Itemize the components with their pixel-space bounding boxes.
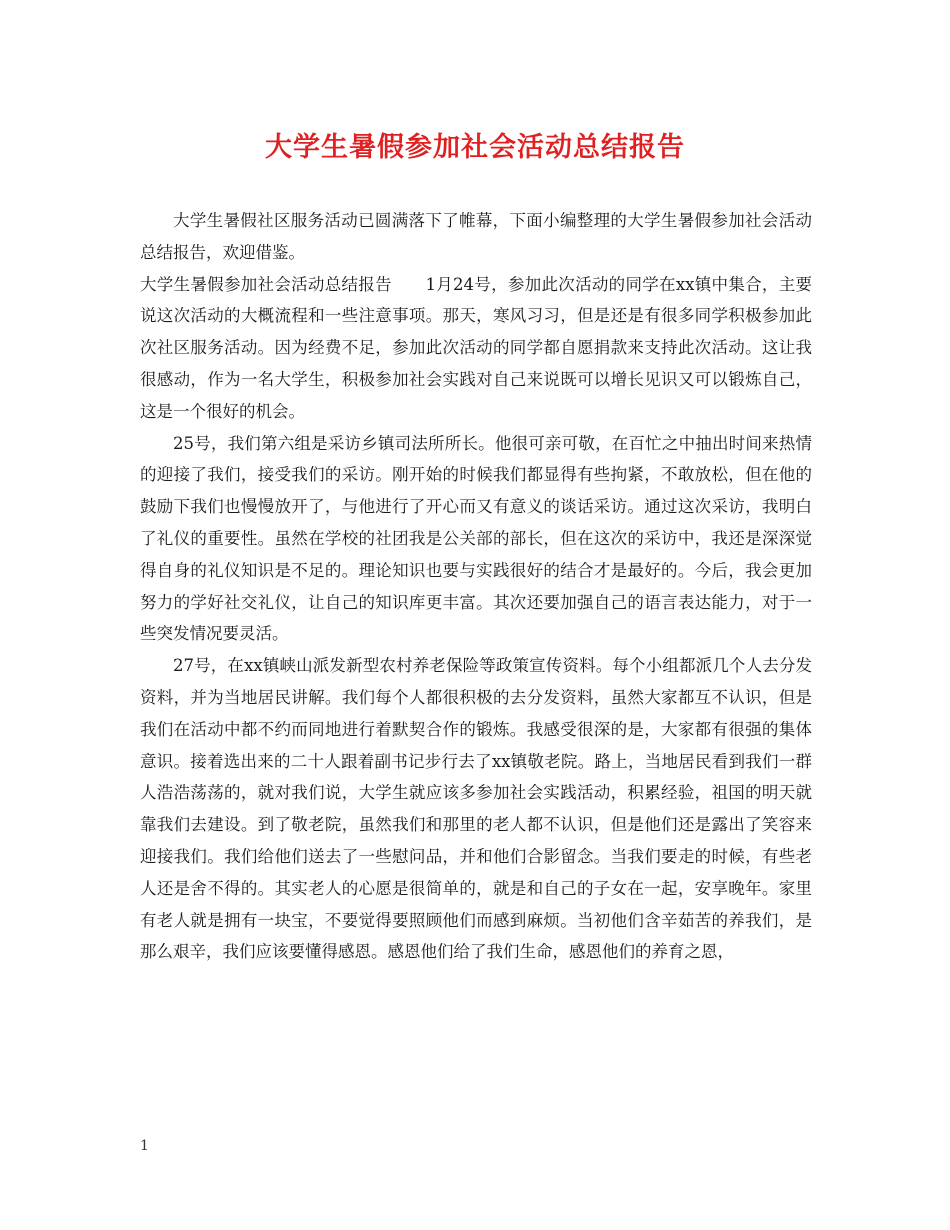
- paragraph-jan-24: 大学生暑假参加社会活动总结报告 1月24号，参加此次活动的同学在xx镇中集合，主要说这次活动的大概流程和一些注意事项。那天，寒风习习，但是还是有很多同学积极参加此次社区服务活动。因为经费不足，参加此次活动的同学都自愿捐款来支持此次活动。这让我很感动，作为一名大学生，积极参加社会实践对自己来说既可以增长见识又可以锻炼自己，这是一个很好的机会。: [140, 274, 812, 421]
- page-number: 1: [140, 1138, 149, 1154]
- paragraph-day-25: 25号，我们第六组是采访乡镇司法所所长。他很可亲可敬，在百忙之中抽出时间来热情的迎接了我们，接受我们的采访。刚开始的时候我们都显得有些拘紧，不敢放松，但在他的鼓励下我们也慢慢放开了，与他进行了开心而又有意义的谈话采访。通过这次采访，我明白了礼仪的重要性。虽然在学校的社团我是公关部的部长，但在这次的采访中，我还是深深觉得自身的礼仪知识是不足的。理论知识也要与实践很好的结合才是最好的。今后，我会更加努力的学好社交礼仪，让自己的知识库更丰富。其次还要加强自己的语言表达能力，对于一些突发情况要灵活。: [140, 433, 812, 644]
- intro-paragraph: 大学生暑假社区服务活动已圆满落下了帷幕，下面小编整理的大学生暑假参加社会活动总结报告，欢迎借鉴。: [140, 211, 812, 262]
- document-body: [140, 205, 812, 968]
- paragraph-day-27: 27号，在xx镇峡山派发新型农村养老保险等政策宣传资料。每个小组都派几个人去分发资料，并为当地居民讲解。我们每个人都很积极的去分发资料，虽然大家都互不认识，但是我们在活动中都不约而同地进行着默契合作的锻炼。我感受很深的是，大家都有很强的集体意识。接着选出来的二十人跟着副书记步行去了xx镇敬老院。路上，当地居民看到我们一群人浩浩荡荡的，就对我们说，大学生就应该多参加社会实践活动，积累经验，祖国的明天就靠我们去建设。到了敬老院，虽然我们和那里的老人都不认识，但是他们还是露出了笑容来迎接我们。我们给他们送去了一些慰问品，并和他们合影留念。当我们要走的时候，有些老人还是舍不得的。其实老人的心愿是很简单的，就是和自己的子女在一起，安享晚年。家里有老人就是拥有一块宝，不要觉得要照顾他们而感到麻烦。当初他们含辛茹苦的养我们，是那么艰辛，我们应该要懂得感恩。感恩他们给了我们生命，感恩他们的养育之恩，: [140, 656, 812, 962]
- document-title: 大学生暑假参加社会活动总结报告: [265, 132, 685, 163]
